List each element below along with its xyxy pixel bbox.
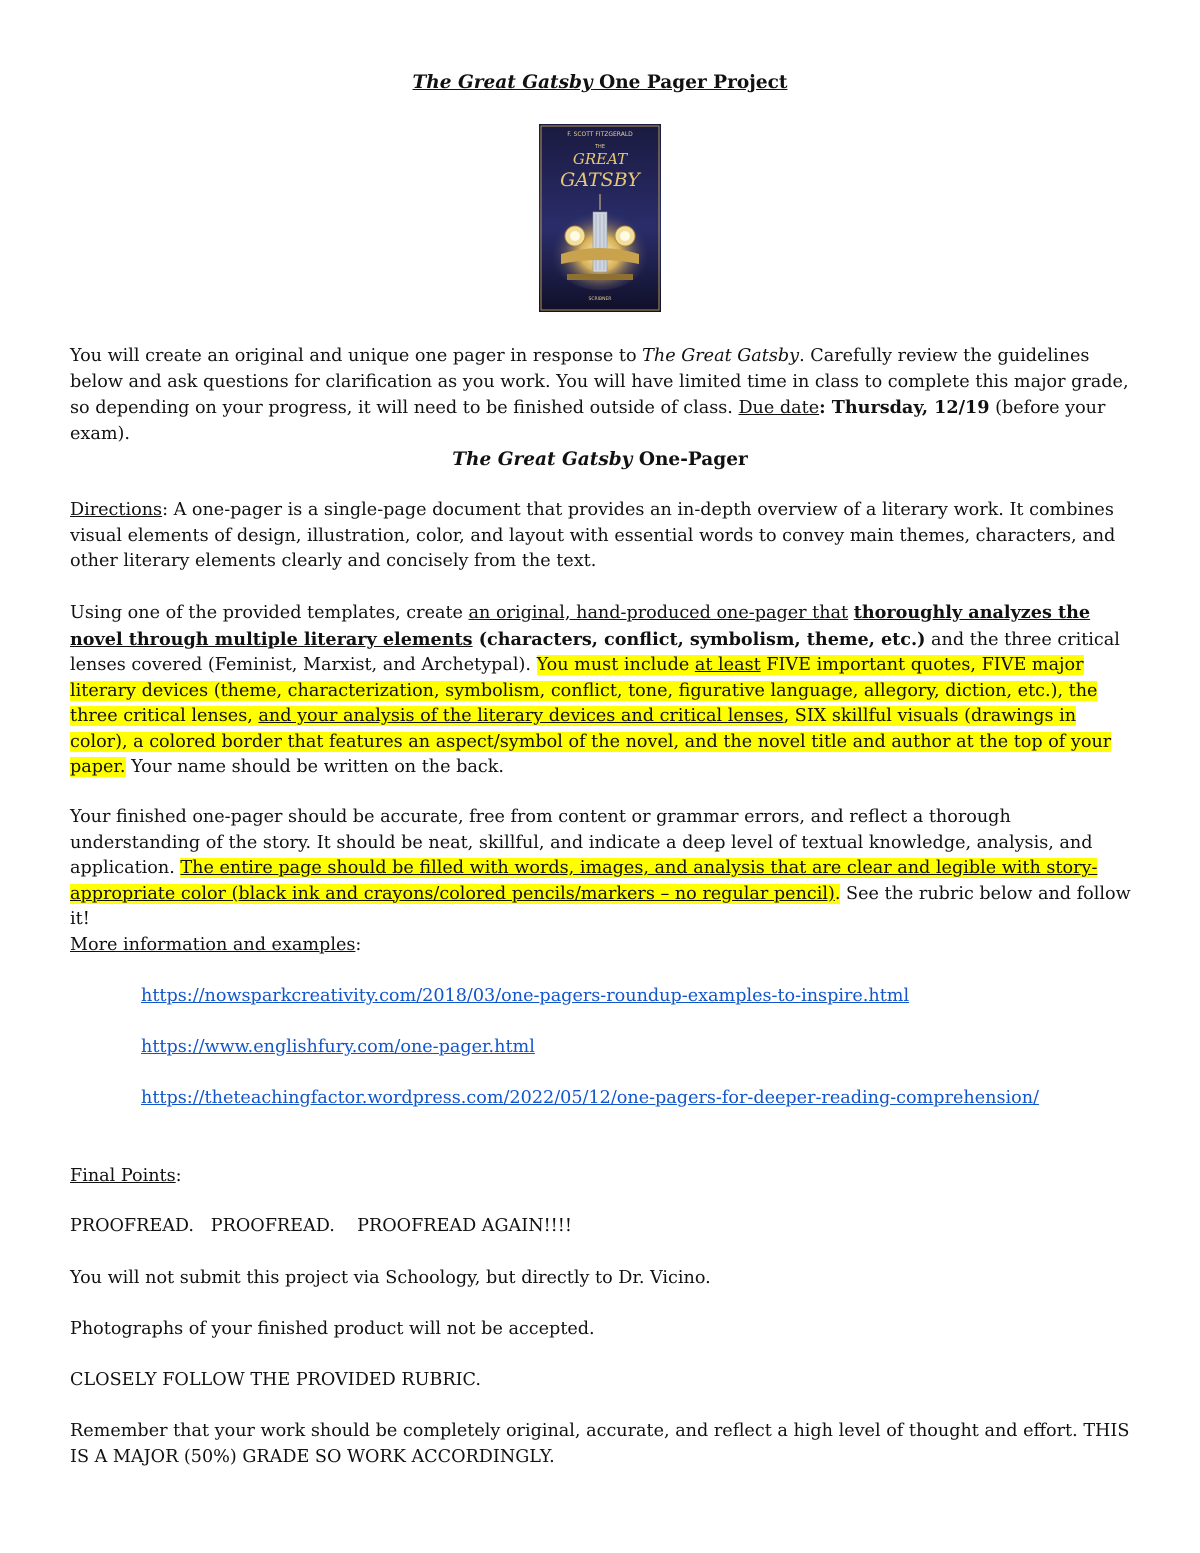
photographs-note: Photographs of your finished product will not be accepted.: [70, 1319, 595, 1339]
due-date-label: Due date: [738, 398, 820, 418]
cover-the: THE: [595, 144, 605, 150]
directions-label: Directions: [70, 500, 163, 520]
closing-paragraph: Remember that your work should be completely original, accurate, and reflect a high level of thought and effort. THIS IS A MAJOR (50%) GRADE SO WORK ACCORDINGLY.: [70, 1421, 1130, 1467]
section-subtitle: The Great Gatsby One-Pager: [452, 449, 748, 470]
book-cover-image: [539, 124, 661, 312]
final-points-heading: Final Points:: [70, 1166, 182, 1186]
requirements-paragraph: Using one of the provided templates, create an original, hand-produced one-pager that thoroughly analyzes the novel through multiple literary elements (characters, conflict, symbolism, theme, etc.) and the three critical lenses covered (Feminist, Marxist, and Archetypal). You must include at least FIVE important quotes, FIVE major literary devices (theme, characterization, symbolism, conflict, tone, figurative language, allegory, diction, etc.), the three critical lenses, and your analysis of the literary devices and critical lenses, SIX skillful visuals (drawings in color), a colored border that features an aspect/symbol of the novel, and the novel title and author at the top of your paper. Your name should be written on the back.: [70, 602, 1120, 777]
page-title: The Great Gatsby One Pager Project: [412, 72, 788, 93]
cover-author: F. SCOTT FITZGERALD: [567, 131, 633, 138]
submission-note: You will not submit this project via Schoology, but directly to Dr. Vicino.: [70, 1268, 711, 1288]
intro-paragraph: You will create an original and unique one pager in response to The Great Gatsby. Carefully review the guidelines below and ask questions for clarification as you work. You will have limited time in class to complete this major grade, so depending on your progress, it will need to be finished outside of class. Due date: Thursday, 12/19 (before your exam).: [70, 346, 1129, 444]
requirements-highlight: You must include at least FIVE important quotes, FIVE major literary devices (theme, characterization, symbolism, conflict, tone, figurative language, allegory, diction, etc.), the three critical lenses, and your analysis of the literary devices and critical lenses, SIX skillful visuals (drawings in color), a colored border that features an aspect/symbol of the novel, and the novel title and author at the top of your paper.: [70, 655, 1112, 777]
quality-highlight: The entire page should be filled with words, images, and analysis that are clear and legible with story-appropriate color (black ink and crayons/colored pencils/markers – no regular pencil).: [70, 858, 1098, 904]
quality-paragraph: Your finished one-pager should be accurate, free from content or grammar errors, and reflect a thorough understanding of the story. It should be neat, skillful, and indicate a deep level of textual knowledge, analysis, and application. The entire page should be filled with words, images, and analysis that are clear and legible with story-appropriate color (black ink and crayons/colored pencils/markers – no regular pencil). See the rubric below and follow it!: [70, 807, 1131, 929]
link-englishfury[interactable]: https://www.englishfury.com/one-pager.html: [141, 1037, 535, 1057]
link-nowsparkcreativity[interactable]: https://nowsparkcreativity.com/2018/03/one-pagers-roundup-examples-to-inspire.html: [141, 986, 910, 1006]
rubric-note: CLOSELY FOLLOW THE PROVIDED RUBRIC.: [70, 1370, 481, 1390]
directions-paragraph: Directions: A one-pager is a single-page document that provides an in-depth overview of a literary work. It combines visual elements of design, illustration, color, and layout with essential words to convey main themes, characters, and other literary elements clearly and concisely from the text.: [70, 500, 1116, 571]
cover-great: GREAT: [572, 150, 628, 168]
more-info-heading: More information and examples:: [70, 935, 362, 955]
cover-gatsby: GATSBY: [560, 169, 640, 191]
cover-publisher: SCRIBNER: [588, 297, 612, 302]
proofread-line: PROOFREAD. PROOFREAD. PROOFREAD AGAIN!!!!: [70, 1216, 572, 1236]
link-teachingfactor[interactable]: https://theteachingfactor.wordpress.com/2022/05/12/one-pagers-for-deeper-reading-comprehension/: [141, 1088, 1039, 1108]
due-date-value: Thursday, 12/19: [831, 397, 990, 418]
